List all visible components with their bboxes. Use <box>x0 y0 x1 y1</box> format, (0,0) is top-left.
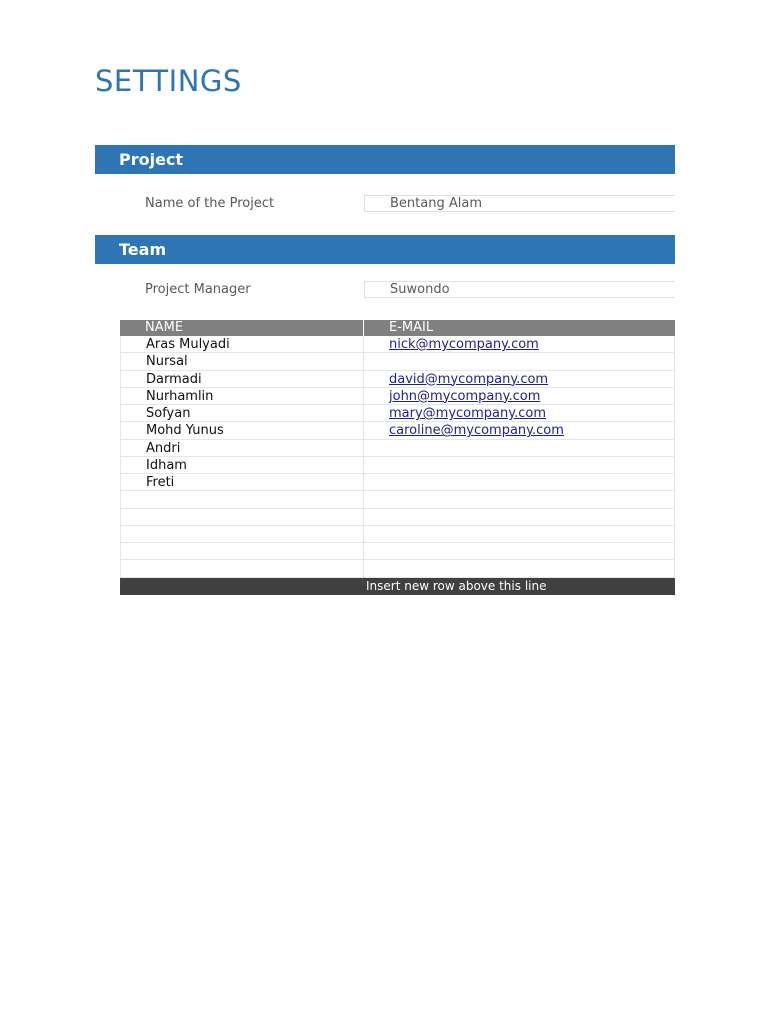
email-link[interactable]: caroline@mycompany.com <box>389 423 564 439</box>
table-row <box>120 440 675 457</box>
insert-row-text: Insert new row above this line <box>366 578 547 593</box>
table-row <box>120 371 675 388</box>
member-email-cell[interactable] <box>364 560 675 576</box>
member-name-cell[interactable]: Nursal <box>120 353 364 369</box>
table-row <box>120 543 675 560</box>
member-email-cell[interactable] <box>364 405 675 421</box>
member-name-cell[interactable] <box>120 526 364 542</box>
member-email-cell[interactable] <box>364 388 675 404</box>
member-email-cell[interactable] <box>364 457 675 473</box>
member-name-cell[interactable]: Freti <box>120 474 364 490</box>
table-row <box>120 336 675 353</box>
table-row <box>120 526 675 543</box>
member-email-cell[interactable] <box>364 440 675 456</box>
member-email-cell[interactable] <box>364 543 675 559</box>
table-row <box>120 560 675 577</box>
team-table-header <box>120 320 675 336</box>
project-manager-field[interactable]: Suwondo <box>364 281 675 298</box>
member-name-cell[interactable] <box>120 543 364 559</box>
member-email-cell[interactable] <box>364 491 675 507</box>
member-email-cell[interactable] <box>364 474 675 490</box>
member-name-cell[interactable]: Darmadi <box>120 371 364 387</box>
project-name-label: Name of the Project <box>145 196 275 211</box>
team-section-header: Team <box>95 235 675 264</box>
column-header-email: E-MAIL <box>389 320 434 335</box>
email-link[interactable]: mary@mycompany.com <box>389 406 546 421</box>
table-row <box>120 388 675 405</box>
table-row <box>120 491 675 508</box>
email-link[interactable]: david@mycompany.com <box>389 371 549 387</box>
table-row <box>120 422 675 439</box>
email-link[interactable]: john@mycompany.com <box>389 388 541 404</box>
table-row <box>120 474 675 491</box>
table-row <box>120 509 675 526</box>
project-manager-label: Project Manager <box>145 282 251 297</box>
column-header-name: NAME <box>120 320 364 336</box>
member-email-cell[interactable] <box>364 371 675 387</box>
team-table <box>120 320 675 595</box>
member-email-cell[interactable] <box>364 422 675 438</box>
insert-row-bar[interactable] <box>120 578 675 595</box>
project-name-field[interactable]: Bentang Alam <box>364 195 675 212</box>
member-name-cell[interactable]: Mohd Yunus <box>120 422 364 438</box>
member-name-cell[interactable] <box>120 560 364 576</box>
member-name-cell[interactable]: Idham <box>120 457 364 473</box>
member-name-cell[interactable]: Nurhamlin <box>120 388 364 404</box>
table-row <box>120 405 675 422</box>
member-email-cell[interactable] <box>364 353 675 369</box>
member-name-cell[interactable]: Aras Mulyadi <box>120 336 364 352</box>
table-row <box>120 353 675 370</box>
member-name-cell[interactable] <box>120 509 364 525</box>
member-email-cell[interactable] <box>364 336 675 352</box>
team-table-body <box>120 336 675 578</box>
member-name-cell[interactable] <box>120 491 364 507</box>
member-email-cell[interactable] <box>364 509 675 525</box>
member-name-cell[interactable]: Sofyan <box>120 405 364 421</box>
table-row <box>120 457 675 474</box>
member-email-cell[interactable] <box>364 526 675 542</box>
project-section-header: Project <box>95 145 675 174</box>
page-title: SETTINGS <box>95 64 242 98</box>
email-link[interactable]: nick@mycompany.com <box>389 337 539 352</box>
member-name-cell[interactable]: Andri <box>120 440 364 456</box>
